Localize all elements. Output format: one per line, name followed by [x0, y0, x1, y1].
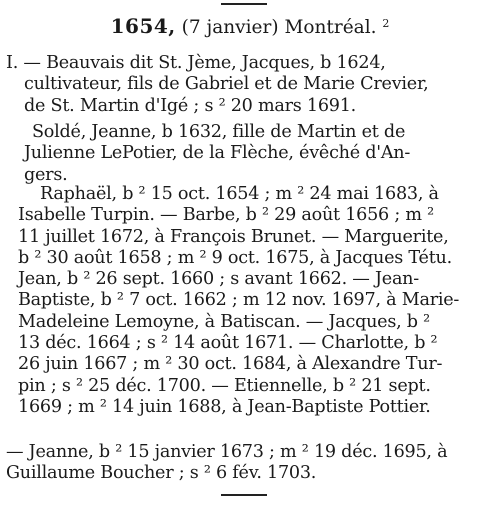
text-line: 13 déc. 1664 ; s ² 14 août 1671. — Charlotte, b ² [18, 333, 438, 354]
text-line: gers. [24, 164, 68, 185]
text-line: de St. Martin d'Igé ; s ² 20 mars 1691. [24, 95, 357, 116]
bottom-divider [221, 494, 267, 496]
text-line: cultivateur, fils de Gabriel et de Marie Crevier, [24, 74, 429, 95]
text-line: 1669 ; m ² 14 juin 1688, à Jean-Baptiste Pottier. [18, 396, 431, 417]
entry-date-place: (7 janvier) Montréal. [175, 17, 383, 38]
entry-year: 1654, [110, 14, 176, 38]
text-line: 11 juillet 1672, à François Brunet. — Marguerite, [18, 226, 449, 247]
entry-heading [0, 12, 500, 40]
text-line: Isabelle Turpin. — Barbe, b ² 29 août 1656 ; m ² [18, 205, 434, 226]
text-line: 26 juin 1667 ; m ² 30 oct. 1684, à Alexandre Tur- [18, 354, 443, 375]
text-line: b ² 30 août 1658 ; m ² 9 oct. 1675, à Jacques Tétu. [18, 247, 452, 268]
text-line: Baptiste, b ² 7 oct. 1662 ; m 12 nov. 1697, à Marie- [18, 290, 460, 311]
text-line: Julienne LePotier, de la Flèche, évêché d'An- [24, 143, 411, 164]
husband-entry [6, 53, 494, 117]
text-line: Guillaume Boucher ; s ² 6 fév. 1703. [6, 463, 317, 484]
text-line: Raphaël, b ² 15 oct. 1654 ; m ² 24 mai 1683, à [40, 184, 439, 204]
last-child-entry [6, 442, 494, 485]
text-line: pin ; s ² 25 déc. 1700. — Etiennelle, b ² 21 sept. [18, 375, 431, 396]
entry-ref-mark: 2 [382, 17, 390, 30]
top-divider [221, 3, 267, 5]
text-line: — Jeanne, b ² 15 janvier 1673 ; m ² 19 déc. 1695, à [6, 442, 448, 462]
text-line: I. — Beauvais dit St. Jème, Jacques, b 1624, [6, 53, 386, 73]
wife-entry [6, 122, 494, 186]
text-line: Soldé, Jeanne, b 1632, fille de Martin et de [32, 122, 406, 142]
children-list [6, 184, 494, 418]
text-line: Madeleine Lemoyne, à Batiscan. — Jacques, b ² [18, 311, 430, 332]
text-line: Jean, b ² 26 sept. 1660 ; s avant 1662. — Jean- [18, 269, 419, 290]
